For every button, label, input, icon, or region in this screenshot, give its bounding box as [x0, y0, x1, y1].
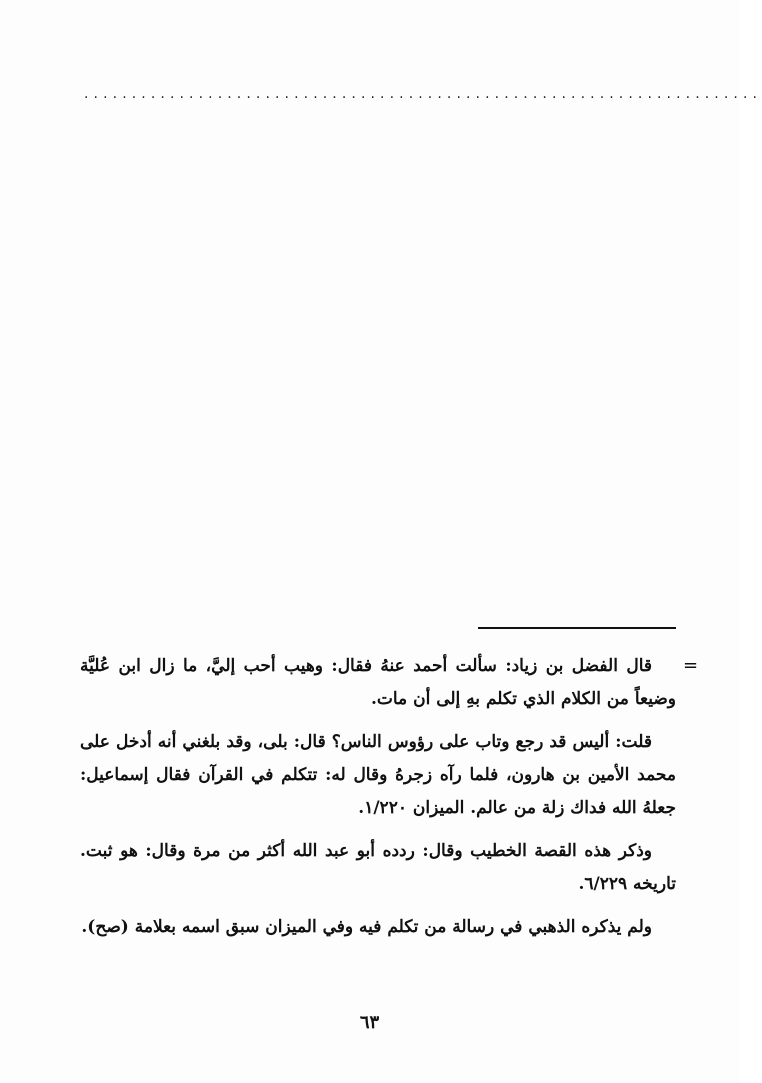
dotted-separator: .......................................................................	[84, 86, 762, 102]
footnote-paragraph: قلت: أليس قد رجع وتاب على رؤوس الناس؟ قال: بلى، وقد بلغني أنه أدخل على محمد الأمين بن هارون، فلما رآه زجرهُ وقال له: تتكلم في القرآن فقال إسماعيل: جعلهُ الله فداك زلة من عالم. الميزان ١/٢٢٠.	[80, 732, 676, 818]
footnote-paragraph: ولم يذكره الذهبي في رسالة من تكلم فيه وفي الميزان سبق اسمه بعلامة (صح).	[81, 917, 652, 937]
footnote-paragraph: قال الفضل بن زياد: سألت أحمد عنهُ فقال: وهيب أحب إليَّ، ما زال ابن عُليَّة وضيعاً من الكلام الذي تكلم بهِ إلى أن مات.	[80, 656, 676, 709]
footnote-continuation-mark: =	[683, 655, 699, 676]
footnote-rule	[478, 627, 676, 629]
page-number: ٦٣	[359, 1012, 380, 1033]
footnote-text	[80, 650, 676, 944]
footnote-paragraph: وذكر هذه القصة الخطيب وقال: ردده أبو عبد الله أكثر من مرة وقال: هو ثبت. تاريخه ٦/٢٢٩.	[80, 841, 676, 894]
